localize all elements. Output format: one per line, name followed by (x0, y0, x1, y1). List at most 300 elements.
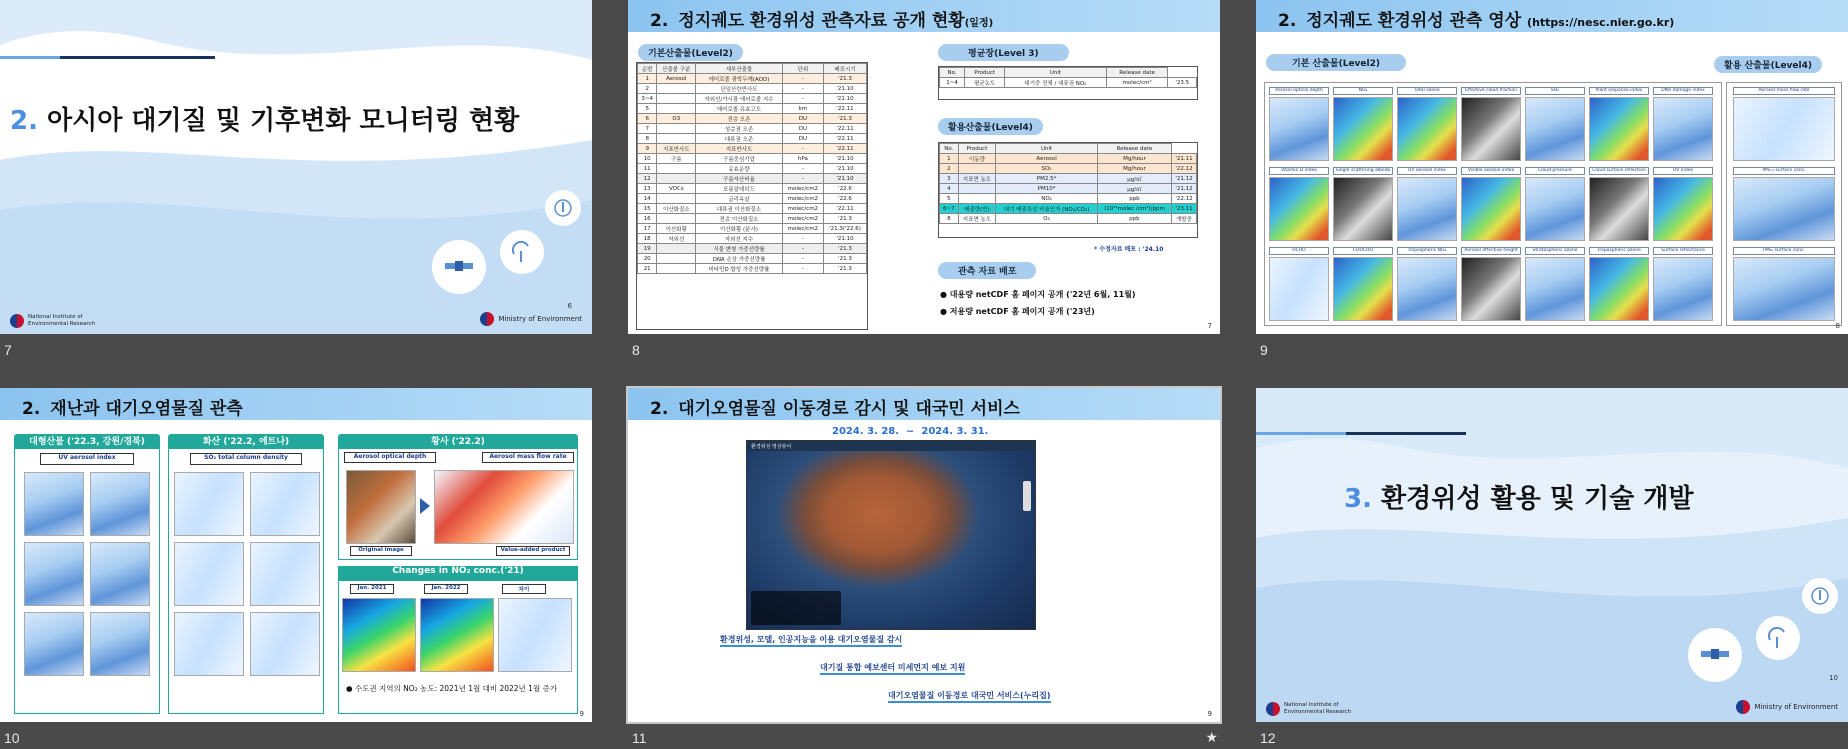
nier-logo: National Institute of Environmental Research (1266, 702, 1351, 716)
slide-title: 2. 정지궤도 환경위성 관측 영상 (https://nesc.nier.go.kr) (1278, 11, 1675, 31)
thumbnail-7[interactable] (0, 0, 592, 360)
table-cell: - (782, 174, 823, 184)
table-cell: molec/cm2 (782, 214, 823, 224)
table-cell: '21.10 (824, 164, 867, 174)
slide-11[interactable] (628, 388, 1220, 722)
original-image-map (346, 470, 416, 544)
table-header-cell: 배포시기 (824, 64, 867, 74)
table-cell: 지표반사도 (696, 144, 782, 154)
thumbnail-11[interactable] (628, 388, 1220, 748)
product-map[interactable] (1397, 177, 1457, 241)
table-row (638, 84, 867, 94)
table-cell: molec/cm2 (782, 204, 823, 214)
table-cell: ppb (1097, 194, 1171, 204)
table-cell (657, 164, 696, 174)
table-row (638, 194, 867, 204)
table-cell (657, 174, 696, 184)
thumbnail-8[interactable] (628, 0, 1220, 360)
no2-map-2022 (420, 598, 494, 672)
map-label: Cloud pressure (1525, 167, 1585, 175)
arrow-right-icon (420, 498, 430, 514)
slide-header (1256, 0, 1848, 32)
slide-title: 2. 정지궤도 환경위성 관측자료 공개 현황(일정) (650, 11, 994, 31)
map-label: DNA damage index (1653, 87, 1713, 95)
table-cell: 11 (638, 164, 657, 174)
table-cell: (10¹⁵molec /cm²)/ppm (1097, 204, 1171, 214)
table-cell: 대기 배출특성 비율인자 (NO₂/CO₂) (996, 204, 1098, 214)
map-label: NO₂ (1333, 87, 1393, 95)
map-label: Tropospheric ozone (1589, 247, 1649, 255)
table-row (638, 164, 867, 174)
table-cell: DU (782, 124, 823, 134)
service-item-monitoring: 환경위성, 모델, 인공지능을 이용 대기오염물질 감시 (720, 634, 902, 647)
pill-distribution: 관측 자료 배포 (938, 262, 1036, 279)
table-row (638, 154, 867, 164)
table-cell: 자외선/가시광 에어로졸 지수 (696, 94, 782, 104)
table-cell: 17 (638, 224, 657, 234)
nier-emblem-icon (10, 314, 24, 328)
table-cell (657, 254, 696, 264)
table-cell: 지표면 농도 (958, 174, 995, 184)
viewer-timeline (751, 591, 841, 625)
table-cell: 에어로졸 광학두께(AOD) (696, 74, 782, 84)
viewer-titlebar: 환경위성 영상뷰어 (747, 441, 1035, 451)
table-row (638, 244, 867, 254)
volcano-map (174, 472, 244, 536)
table-cell (958, 194, 995, 204)
table-cell: PM10* (996, 184, 1098, 194)
product-map[interactable] (1733, 97, 1835, 161)
table-cell: '21.3('22.6) (824, 224, 867, 234)
table-cell (657, 264, 696, 274)
table-header-cell: No. (940, 68, 965, 78)
table-row (638, 204, 867, 214)
table-row (940, 184, 1197, 194)
volcano-map (174, 612, 244, 676)
table-cell: 에어로졸 유효고도 (696, 104, 782, 114)
table-cell: 6 (638, 114, 657, 124)
product-map[interactable] (1269, 257, 1329, 321)
table-cell: 2 (940, 164, 959, 174)
table-cell: 1~4 (940, 78, 965, 88)
map-label: Cloud surface reflection (1589, 167, 1649, 175)
table-cell: ppb (1097, 214, 1171, 224)
no2-label-diff: 차이 (502, 584, 546, 594)
no2-header: Changes in NO₂ conc.('21) (338, 566, 578, 580)
table-cell: O₃ (996, 214, 1098, 224)
map-label: Single scattering albedo (1333, 167, 1393, 175)
table-cell: VOCs (657, 184, 696, 194)
title-text: 아시아 대기질 및 기후변화 모니터링 현황 (47, 106, 520, 136)
wave-background (1256, 388, 1848, 722)
table-row (638, 224, 867, 234)
page-number: 10 (1829, 674, 1838, 682)
table-cell: μg/㎥ (1097, 184, 1171, 194)
table-row (940, 78, 1197, 88)
table-cell: 구름 (657, 154, 696, 164)
table-cell: 3~4 (638, 94, 657, 104)
zoom-controls[interactable] (1023, 481, 1031, 511)
wave-background (0, 0, 592, 334)
table-cell (657, 214, 696, 224)
table-row (638, 174, 867, 184)
table-header-cell: Unit (996, 144, 1098, 154)
table-cell: - (782, 94, 823, 104)
table-cell: 14 (638, 194, 657, 204)
map-label: Stratospheric ozone (1525, 247, 1585, 255)
wildfire-label: UV aerosol index (40, 453, 134, 465)
slide-12[interactable] (1256, 388, 1848, 722)
aod-label: Aerosol optical depth (344, 452, 436, 463)
wildfire-map (90, 612, 150, 676)
table-cell: 이동량 (958, 154, 995, 164)
bullet-list (940, 286, 1136, 320)
page-number: 9 (1207, 710, 1212, 718)
table-header-cell: Product (958, 144, 995, 154)
table-cell: Aerosol (657, 74, 696, 84)
table-row (638, 144, 867, 154)
table-cell: 유효운량 (696, 164, 782, 174)
product-map[interactable] (1269, 177, 1329, 241)
table-cell: '22.11 (824, 204, 867, 214)
slide-title: 2. 대기오염물질 이동경로 감시 및 대국민 서비스 (650, 399, 1020, 419)
product-map[interactable] (1525, 257, 1585, 321)
ministry-emblem-icon (1736, 700, 1750, 714)
title-underline (1256, 432, 1466, 435)
map-label: Aerosol effective height (1461, 247, 1521, 255)
table-cell: 전층 이산화질소 (696, 214, 782, 224)
table-cell: '21.12 (1171, 184, 1196, 194)
table-cell: DU (782, 134, 823, 144)
table-cell: 20 (638, 254, 657, 264)
table-cell: Mg/hour (1097, 164, 1171, 174)
nier-logo: National Institute of Environmental Research (10, 314, 95, 328)
table-cell: 8 (638, 134, 657, 144)
ministry-logo: Ministry of Environment (1736, 700, 1838, 714)
no2-label-2021: Jan. 2021 (350, 584, 394, 594)
wildfire-map (24, 472, 84, 536)
table-cell: 6~7 (940, 204, 959, 214)
table-cell: 21 (638, 264, 657, 274)
service-item-forecast: 대기질 통합 예보센터 미세먼지 예보 지원 (820, 662, 965, 675)
product-map[interactable] (1461, 257, 1521, 321)
map-label: Visible aerosol index (1461, 167, 1521, 175)
product-map[interactable] (1525, 177, 1585, 241)
leaf-thermometer-icon (545, 190, 581, 226)
map-label: Aerosol mass flow rate (1733, 87, 1835, 95)
table-cell: 대류권 이산화질소 (696, 204, 782, 214)
map-label: Plant response index (1589, 87, 1649, 95)
product-map[interactable] (1333, 177, 1393, 241)
slide-9[interactable] (1256, 0, 1848, 334)
wildfire-header: 대형산불 ('22.3, 강원/경북) (14, 434, 160, 448)
table-cell: 개발중 (1171, 214, 1196, 224)
table-row (940, 214, 1197, 224)
bullet-item: ● 저용량 netCDF 홈 페이지 공개 ('23년) (940, 307, 1095, 316)
table-cell: '21.10 (824, 174, 867, 184)
slide-10[interactable] (0, 388, 592, 722)
table-cell: 4 (940, 184, 959, 194)
product-map[interactable] (1461, 97, 1521, 161)
table-cell: 글리옥살 (696, 194, 782, 204)
table-cell (657, 124, 696, 134)
pill-use: 활용 산출물(Level4) (1714, 56, 1822, 73)
page-number: 7 (1207, 322, 1212, 330)
table-cell: km (782, 104, 823, 114)
table-cell: '21.3 (824, 214, 867, 224)
animation-star-icon: ★ (1205, 730, 1218, 746)
table-cell: molec/cm2 (782, 224, 823, 234)
map-label: HCHO (1269, 247, 1329, 255)
table-cell: molec/cm2 (782, 184, 823, 194)
table-cell: '22.11 (824, 124, 867, 134)
table-row (940, 164, 1197, 174)
table-cell: SO₂ (996, 164, 1098, 174)
product-map[interactable] (1733, 257, 1835, 321)
table-cell (657, 134, 696, 144)
slide-header (628, 0, 1220, 32)
table-cell: 대기중 전체 / 대류권 NO₂ (1005, 78, 1107, 88)
table-cell: 15 (638, 204, 657, 214)
table-cell: 13 (638, 184, 657, 194)
slide-title (10, 100, 519, 137)
table-cell: 지표반사도 (657, 144, 696, 154)
table-cell: 이산화황 (657, 224, 696, 234)
table-header-cell: Product (965, 68, 1005, 78)
table-cell: PM2.5* (996, 174, 1098, 184)
table-cell: '21.3 (824, 254, 867, 264)
volcano-map (174, 542, 244, 606)
table-cell: '21.3 (824, 74, 867, 84)
table-cell: 성층권 오존 (696, 124, 782, 134)
pill-level3: 평균장(Level 3) (938, 44, 1069, 61)
slide-number: 11 (632, 730, 647, 746)
map-label: UV index (1653, 167, 1713, 175)
slide-header (628, 388, 1220, 420)
original-caption: Original image (350, 546, 412, 556)
table-header-cell: Release date (1097, 144, 1171, 154)
table-cell (657, 84, 696, 94)
table-cell: 자외선 지수 (696, 234, 782, 244)
table-cell: '21.3 (824, 244, 867, 254)
satellite-icon (1688, 628, 1742, 682)
table-row (638, 234, 867, 244)
table-row (638, 124, 867, 134)
table-cell: 이산화질소 (657, 204, 696, 214)
table-cell: 1 (638, 74, 657, 84)
table-cell: 식물 변형 가중선량률 (696, 244, 782, 254)
table-cell: 전층 오존 (696, 114, 782, 124)
table-cell: 12 (638, 174, 657, 184)
table-header-cell: 순번 (638, 64, 657, 74)
table-cell: 9 (638, 144, 657, 154)
table-row (940, 204, 1197, 214)
product-map[interactable] (1525, 97, 1585, 161)
table-cell: 자외선 (657, 234, 696, 244)
release-note: * 수정자료 배포 : '24.10 (1094, 246, 1164, 253)
product-map[interactable] (1333, 97, 1393, 161)
page-number: 6 (567, 302, 572, 310)
volcano-header: 화산 ('22.2, 에트나) (168, 434, 324, 448)
product-map[interactable] (1397, 97, 1457, 161)
dust-header: 황사 ('22.2) (338, 434, 578, 448)
table-cell: - (782, 84, 823, 94)
table-cell: '21.10 (824, 234, 867, 244)
flow-label: Aerosol mass flow rate (482, 452, 574, 463)
table-cell: - (782, 254, 823, 264)
table-cell: '23.11 (1171, 204, 1196, 214)
table-cell: - (782, 244, 823, 254)
wildfire-map (24, 612, 84, 676)
table-cell (657, 194, 696, 204)
table-row (638, 184, 867, 194)
antenna-icon (500, 230, 544, 274)
product-map[interactable] (1589, 177, 1649, 241)
table-cell: 7 (638, 124, 657, 134)
table-cell: molec/cm2 (782, 194, 823, 204)
map-label: CHOCHO (1333, 247, 1393, 255)
table-cell: '21.10 (824, 154, 867, 164)
map-label: PM₁₀ surface conc. (1733, 247, 1835, 255)
table-cell: 1 (940, 154, 959, 164)
ministry-emblem-icon (480, 312, 494, 326)
product-map[interactable] (1589, 257, 1649, 321)
viewer-window (746, 440, 1036, 630)
table-row (638, 254, 867, 264)
volcano-map (250, 542, 320, 606)
table-cell: '22.11 (824, 104, 867, 114)
table-level4 (938, 142, 1198, 238)
wildfire-map (90, 472, 150, 536)
table-cell: NO₂ (996, 194, 1098, 204)
pill-level2: 기본산출물(Level2) (638, 44, 743, 61)
wildfire-map (90, 542, 150, 606)
table-cell: '21.12 (1171, 174, 1196, 184)
leaf-thermometer-icon (1802, 578, 1838, 614)
table-cell: 구름중심기압 (696, 154, 782, 164)
table-header-cell: No. (940, 144, 959, 154)
slide-number: 12 (1260, 730, 1276, 746)
table-cell: - (782, 164, 823, 174)
table-cell: - (782, 144, 823, 154)
table-header-cell: Unit (1005, 68, 1107, 78)
table-cell: 16 (638, 214, 657, 224)
slide-number: 7 (4, 342, 12, 358)
no2-label-2022: Jan. 2022 (424, 584, 468, 594)
volcano-map (250, 612, 320, 676)
thumbnail-12[interactable] (1256, 388, 1848, 748)
product-map[interactable] (1397, 257, 1457, 321)
table-cell: 5 (940, 194, 959, 204)
table-cell: hPa (782, 154, 823, 164)
table-row (638, 214, 867, 224)
map-label: Effective cloud fraction (1461, 87, 1521, 95)
product-map[interactable] (1653, 177, 1713, 241)
table-cell: '22.12 (1171, 164, 1196, 174)
slide-title: 2. 재난과 대기오염물질 관측 (22, 399, 243, 419)
level4-panel (1726, 82, 1842, 326)
map-label: PM₂.₅ surface conc. (1733, 167, 1835, 175)
table-cell (958, 164, 995, 174)
table-cell: 배출량(반) (958, 204, 995, 214)
product-map[interactable] (1653, 257, 1713, 321)
table-cell: 지표면 농도 (958, 214, 995, 224)
table-cell: '23.5 (1168, 78, 1197, 88)
table-cell: '21.3 (824, 114, 867, 124)
table-header-cell: 단위 (782, 64, 823, 74)
service-item-public: 대기오염물질 이동경로 대국민 서비스(누리집) (888, 690, 1051, 703)
map-label: Total ozone (1397, 87, 1457, 95)
table-cell: DU (782, 114, 823, 124)
table-cell: - (782, 74, 823, 84)
map-label: UV aerosol index (1397, 167, 1457, 175)
table-cell: O3 (657, 114, 696, 124)
thumbnail-10[interactable] (0, 388, 592, 748)
title-underline (0, 56, 215, 59)
slide-8[interactable] (628, 0, 1220, 334)
table-cell: 이산화황 (분사) (696, 224, 782, 234)
ministry-logo: Ministry of Environment (480, 312, 582, 326)
table-cell: - (782, 264, 823, 274)
table-cell: 2 (638, 84, 657, 94)
map-label: Vitamin D index (1269, 167, 1329, 175)
table-cell: 19 (638, 244, 657, 254)
table-cell: 3 (940, 174, 959, 184)
table-cell: Aerosol (996, 154, 1098, 164)
table-row (638, 74, 867, 84)
product-map[interactable] (1461, 177, 1521, 241)
volcano-label: SO₂ total column density (190, 453, 302, 465)
product-map[interactable] (1589, 97, 1649, 161)
map-label: SO₂ (1525, 87, 1585, 95)
table-cell: - (782, 234, 823, 244)
product-map[interactable] (1333, 257, 1393, 321)
table-header-cell: Release date (1106, 68, 1168, 78)
satellite-icon (432, 240, 486, 294)
title-number: 2. (10, 106, 38, 136)
product-map[interactable] (1269, 97, 1329, 161)
map-label: Tropospheric NO₂ (1397, 247, 1457, 255)
table-row (638, 134, 867, 144)
wildfire-map (24, 542, 84, 606)
table-cell: '22.11 (824, 144, 867, 154)
table-cell: '21.11 (1171, 154, 1196, 164)
slide-number: 10 (4, 730, 20, 746)
slide-7[interactable] (0, 0, 592, 334)
table-cell: '22.12 (1171, 194, 1196, 204)
table-level2 (636, 62, 868, 330)
pill-level4: 활용산출물(Level4) (938, 118, 1043, 135)
table-cell: 평균농도 (965, 78, 1005, 88)
product-map[interactable] (1733, 177, 1835, 241)
table-cell (657, 94, 696, 104)
slide-title: 3. 환경위성 활용 및 기술 개발 (1344, 484, 1694, 514)
map-label: Aerosol optical depth (1269, 87, 1329, 95)
table-cell: '22.11 (824, 134, 867, 144)
table-cell: '22.6 (824, 184, 867, 194)
no2-map-2021 (342, 598, 416, 672)
no2-note: ● 수도권 지역의 NO₂ 농도: 2021년 1월 대비 2022년 1월 증가 (346, 684, 558, 693)
table-cell: '21.10 (824, 84, 867, 94)
table-cell: 18 (638, 234, 657, 244)
table-cell: '22.6 (824, 194, 867, 204)
table-cell: 단일산란반사도 (696, 84, 782, 94)
volcano-map (250, 472, 320, 536)
thumbnail-9[interactable] (1256, 0, 1848, 360)
slide-header (0, 388, 592, 420)
table-cell: 구름자산비율 (696, 174, 782, 184)
product-map[interactable] (1653, 97, 1713, 161)
